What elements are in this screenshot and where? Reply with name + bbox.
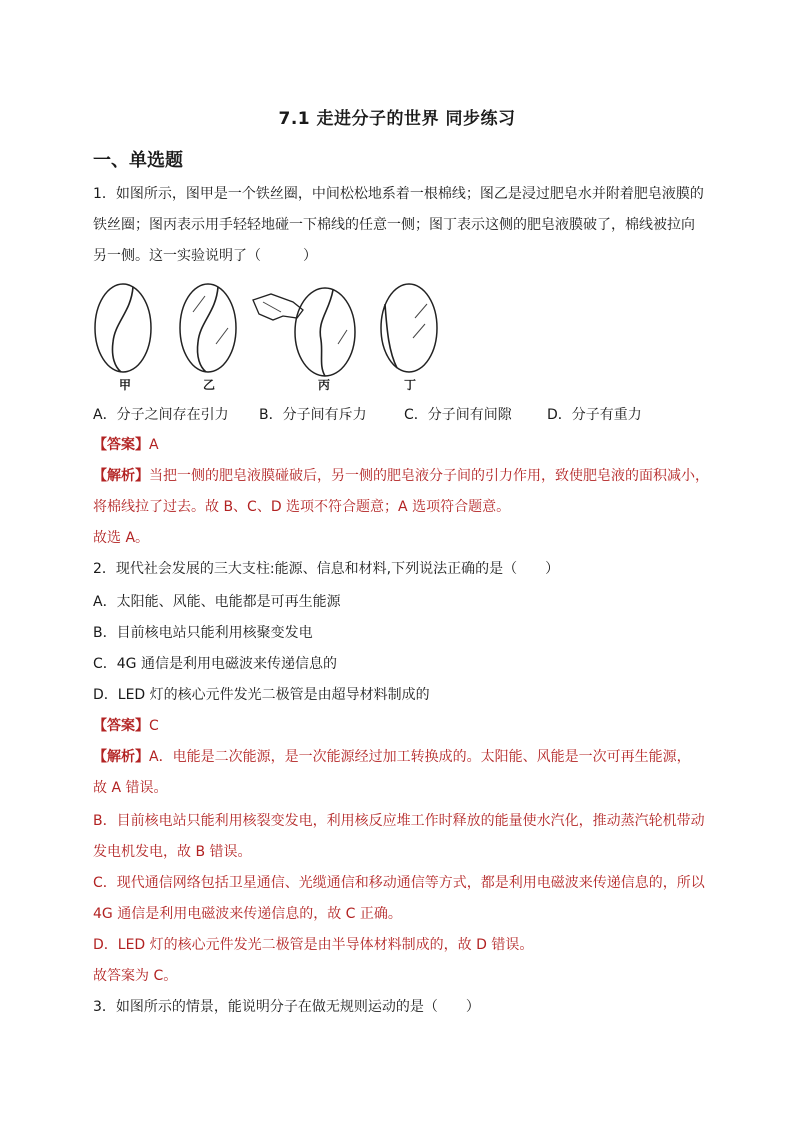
loop-bing bbox=[253, 288, 355, 376]
q1-option-b: B．分子间有斥力 bbox=[259, 407, 367, 423]
loop-ding bbox=[381, 284, 437, 372]
q2-option-b: B．目前核电站只能利用核聚变发电 bbox=[93, 625, 313, 641]
loop-yi bbox=[180, 284, 236, 372]
answer-value: A bbox=[149, 437, 159, 453]
q2-option-d: D．LED 灯的核心元件发光二极管是由超导材料制成的 bbox=[93, 687, 430, 703]
figure-label-yi: 乙 bbox=[203, 378, 216, 392]
q1-option-d: D．分子有重力 bbox=[547, 407, 642, 423]
soap-film-figure bbox=[93, 282, 453, 392]
loop-jia bbox=[95, 284, 151, 372]
q1-answer bbox=[93, 436, 159, 454]
q1-option-a: A．分子之间存在引力 bbox=[93, 407, 229, 423]
q1-analysis-line: 将棉线拉了过去。故 B、C、D 选项不符合题意；A 选项符合题意。 bbox=[93, 499, 511, 515]
section-heading: 一、单选题 bbox=[93, 150, 183, 171]
document-title: 7.1 走进分子的世界 同步练习 bbox=[278, 109, 516, 129]
figure-label-bing: 丙 bbox=[318, 378, 331, 392]
q2-analysis-line: 故 A 错误。 bbox=[93, 780, 168, 796]
q2-analysis-line: D．LED 灯的核心元件发光二极管是由半导体材料制成的，故 D 错误。 bbox=[93, 937, 534, 953]
q2-analysis-line: 4G 通信是利用电磁波来传递信息的，故 C 正确。 bbox=[93, 906, 402, 922]
q1-analysis-line bbox=[93, 467, 709, 485]
q2-analysis-line bbox=[93, 748, 691, 766]
figure-label-jia: 甲 bbox=[119, 378, 132, 392]
q2-option-a: A．太阳能、风能、电能都是可再生能源 bbox=[93, 594, 341, 610]
answer-tag: 【答案】 bbox=[93, 437, 149, 453]
q2-analysis-line: B．目前核电站只能利用核裂变发电，利用核反应堆工作时释放的能量使水汽化，推动蒸汽轮机带动 bbox=[93, 813, 705, 829]
q1-text-line: 1．如图所示，图甲是一个铁丝圈，中间松松地系着一根棉线；图乙是浸过肥皂水并附着肥皂液膜的 bbox=[93, 186, 704, 202]
q2-conclusion: 故答案为 C。 bbox=[93, 968, 178, 984]
answer-value: C bbox=[149, 718, 159, 734]
q3-text: 3．如图所示的情景，能说明分子在做无规则运动的是（ ） bbox=[93, 999, 480, 1015]
q1-text-line: 铁丝圈；图丙表示用手轻轻地碰一下棉线的任意一侧；图丁表示这侧的肥皂液膜破了，棉线被拉向 bbox=[93, 217, 695, 233]
figure-label-ding: 丁 bbox=[404, 378, 417, 392]
answer-tag: 【答案】 bbox=[93, 718, 149, 734]
analysis-tag: 【解析】 bbox=[93, 749, 149, 765]
q2-answer bbox=[93, 717, 159, 735]
q1-conclusion: 故选 A。 bbox=[93, 530, 150, 546]
q2-option-c: C．4G 通信是利用电磁波来传递信息的 bbox=[93, 656, 337, 672]
q2-text: 2．现代社会发展的三大支柱:能源、信息和材料,下列说法正确的是（ ） bbox=[93, 561, 560, 577]
analysis-text: 当把一侧的肥皂液膜碰破后，另一侧的肥皂液分子间的引力作用，致使肥皂液的面积减小， bbox=[149, 468, 709, 484]
analysis-text: A．电能是二次能源，是一次能源经过加工转换成的。太阳能、风能是一次可再生能源， bbox=[149, 749, 691, 765]
q2-analysis-line: C．现代通信网络包括卫星通信、光缆通信和移动通信等方式，都是利用电磁波来传递信息的，所以 bbox=[93, 875, 705, 891]
q1-option-c: C．分子间有间隙 bbox=[404, 407, 512, 423]
analysis-tag: 【解析】 bbox=[93, 468, 149, 484]
q1-text-line: 另一侧。这一实验说明了（ ） bbox=[93, 248, 317, 264]
q2-analysis-line: 发电机发电，故 B 错误。 bbox=[93, 844, 252, 860]
